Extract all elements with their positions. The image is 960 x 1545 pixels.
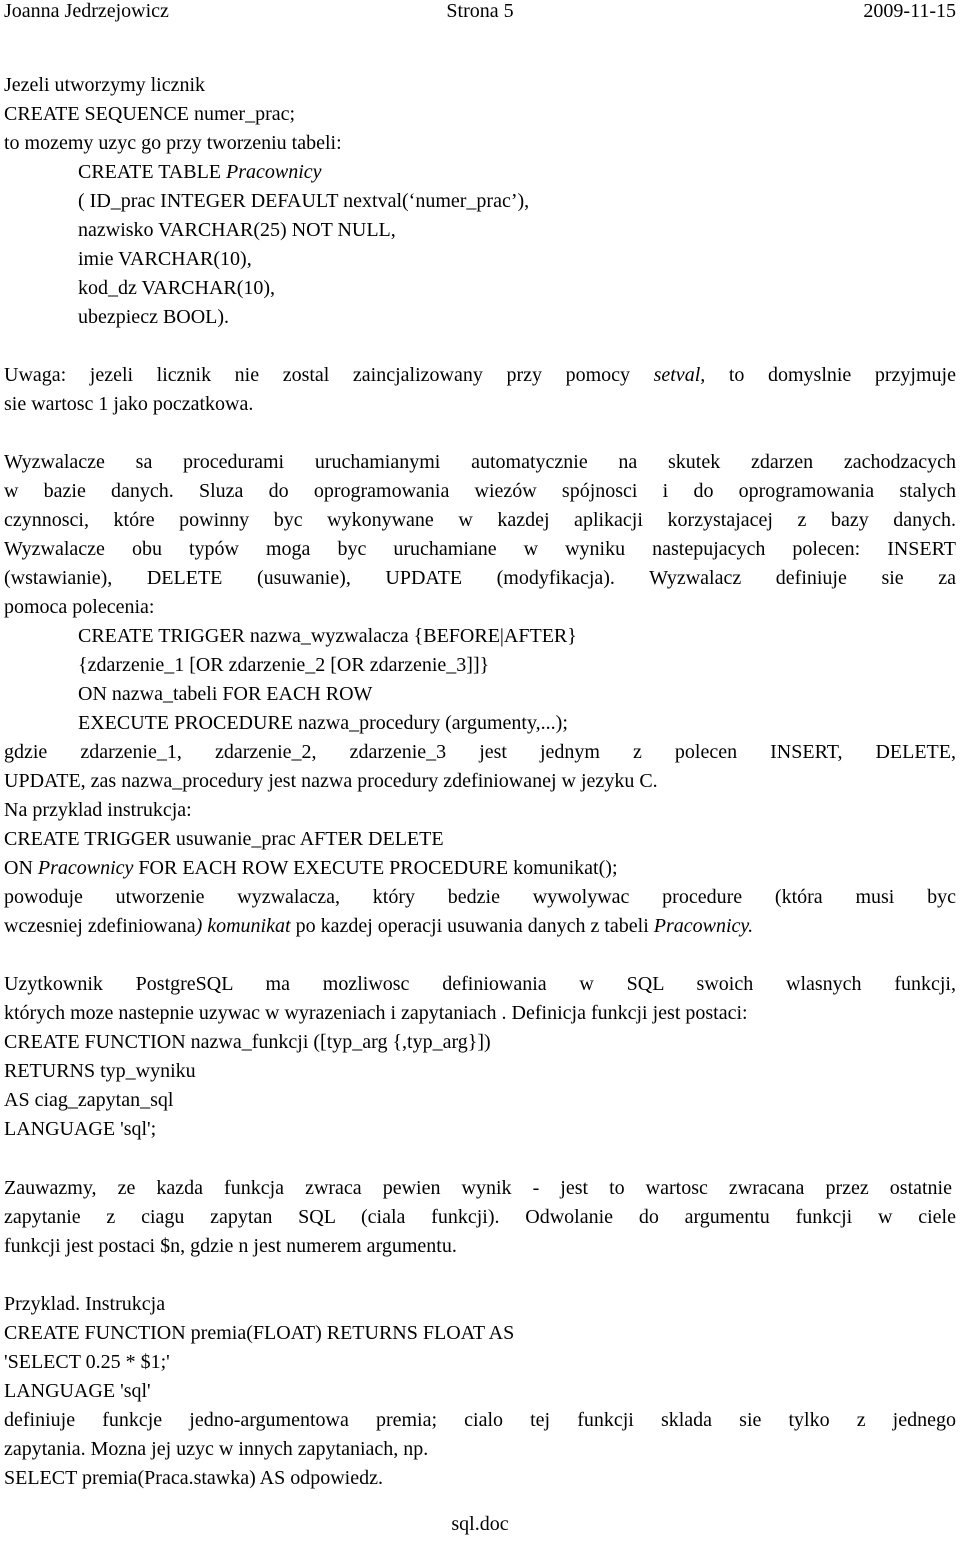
text-line: Jezeli utworzymy licznik [4,74,206,96]
text-line: funkcji jest postaci $n, gdzie n jest numerem argumentu. [4,1235,457,1257]
note-text: to domyslnie przyjmuje [705,364,956,386]
code-line: kod_dz VARCHAR(10), [78,277,276,299]
code-line: {zdarzenie_1 [OR zdarzenie_2 [OR zdarzenie_3]]} [78,654,490,676]
code-line: ubezpiecz BOOL). [78,306,230,328]
code-text: ON [4,857,38,879]
procedure-name-italic: ) komunikat [195,915,291,937]
body-text: po kazdej operacji usuwania danych z tabeli [290,915,654,937]
text-line: Na przyklad instrukcja: [4,799,192,821]
code-line [78,160,322,184]
text-line: Wyzwalacze sa procedurami uruchamianymi automatycznie na skutek zdarzen zachodzacych [4,451,956,473]
code-line: EXECUTE PROCEDURE nazwa_procedury (argumenty,...); [78,712,568,734]
table-name-italic: Pracownicy. [653,915,754,937]
text-line: powoduje utworzenie wyzwalacza, który bedzie wywolywac procedure (która musi byc [4,886,956,908]
code-line: CREATE TRIGGER nazwa_wyzwalacza {BEFORE|AFTER} [78,625,577,647]
code-line: CREATE TRIGGER usuwanie_prac AFTER DELETE [4,828,444,850]
code-line: imie VARCHAR(10), [78,248,252,270]
code-text: CREATE TABLE [78,161,227,183]
code-line: LANGUAGE 'sql'; [4,1118,157,1140]
text-line [4,914,753,938]
text-line: to mozemy uzyc go przy tworzeniu tabeli: [4,132,342,154]
setval-italic: setval, [653,364,706,386]
text-line: definiuje funkcje jedno-argumentowa premia; cialo tej funkcji sklada sie tylko z jednego [4,1409,956,1431]
code-line: nazwisko VARCHAR(25) NOT NULL, [78,219,396,241]
note-text: Uwaga: jezeli licznik nie zostal zaincjalizowany przy pomocy [4,364,654,386]
code-line: ON nazwa_tabeli FOR EACH ROW [78,683,373,705]
code-line: 'SELECT 0.25 * $1;' [4,1351,170,1373]
code-line: CREATE SEQUENCE numer_prac; [4,103,296,125]
code-line: RETURNS typ_wyniku [4,1060,196,1082]
text-line: sie wartosc 1 jako poczatkowa. [4,393,254,415]
header-page-number: Strona 5 [446,0,514,22]
text-line: czynnosci, które powinny byc wykonywane w kazdej aplikacji korzystajacej z bazy danych. [4,509,956,531]
code-line [4,856,618,880]
text-line: pomoca polecenia: [4,596,155,618]
text-line: których moze nastepnie uzywac w wyrazeniach i zapytaniach . Definicja funkcji jest postaci: [4,1002,748,1024]
text-line: (wstawianie), DELETE (usuwanie), UPDATE (modyfikacja). Wyzwalacz definiuje sie za [4,567,956,589]
text-line: zapytanie z ciagu zapytan SQL (ciala funkcji). Odwolanie do argumentu funkcji w ciele [4,1206,956,1228]
code-line: AS ciag_zapytan_sql [4,1089,174,1111]
table-name-italic: Pracownicy [226,161,322,183]
code-line: LANGUAGE 'sql' [4,1380,151,1402]
page-header [4,0,956,22]
body-text: wczesniej zdefiniowana [4,915,196,937]
table-name-italic: Pracownicy [37,857,134,879]
code-line: CREATE FUNCTION premia(FLOAT) RETURNS FLOAT AS [4,1322,515,1344]
text-line: w bazie danych. Sluza do oprogramowania wiezów spójnosci i do oprogramowania stalych [4,480,956,502]
text-line: gdzie zdarzenie_1, zdarzenie_2, zdarzenie_3 jest jednym z polecen INSERT, DELETE, [4,741,956,763]
text-line: Przyklad. Instrukcja [4,1293,166,1315]
code-text: FOR EACH ROW EXECUTE PROCEDURE komunikat(); [133,857,618,879]
footer-filename: sql.doc [451,1513,509,1535]
header-date: 2009-11-15 [863,0,956,22]
code-line: ( ID_prac INTEGER DEFAULT nextval(‘numer_prac’), [78,190,530,212]
page-footer [0,1513,960,1535]
header-author: Joanna Jedrzejowicz [4,0,169,22]
text-line: Wyzwalacze obu typów moga byc uruchamiane w wyniku nastepujacych polecen: INSERT [4,538,956,560]
text-line: zapytania. Mozna jej uzyc w innych zapytaniach, np. [4,1438,429,1460]
text-line: Uzytkownik PostgreSQL ma mozliwosc definiowania w SQL swoich wlasnych funkcji, [4,973,956,995]
text-line [4,363,956,387]
code-line: SELECT premia(Praca.stawka) AS odpowiedz. [4,1467,383,1489]
text-line: UPDATE, zas nazwa_procedury jest nazwa procedury zdefiniowanej w jezyku C. [4,770,658,792]
code-line: CREATE FUNCTION nazwa_funkcji ([typ_arg {,typ_arg}]) [4,1031,491,1053]
text-line: Zauwazmy, ze kazda funkcja zwraca pewien wynik - jest to wartosc zwracana przez ostatnie [4,1177,952,1199]
